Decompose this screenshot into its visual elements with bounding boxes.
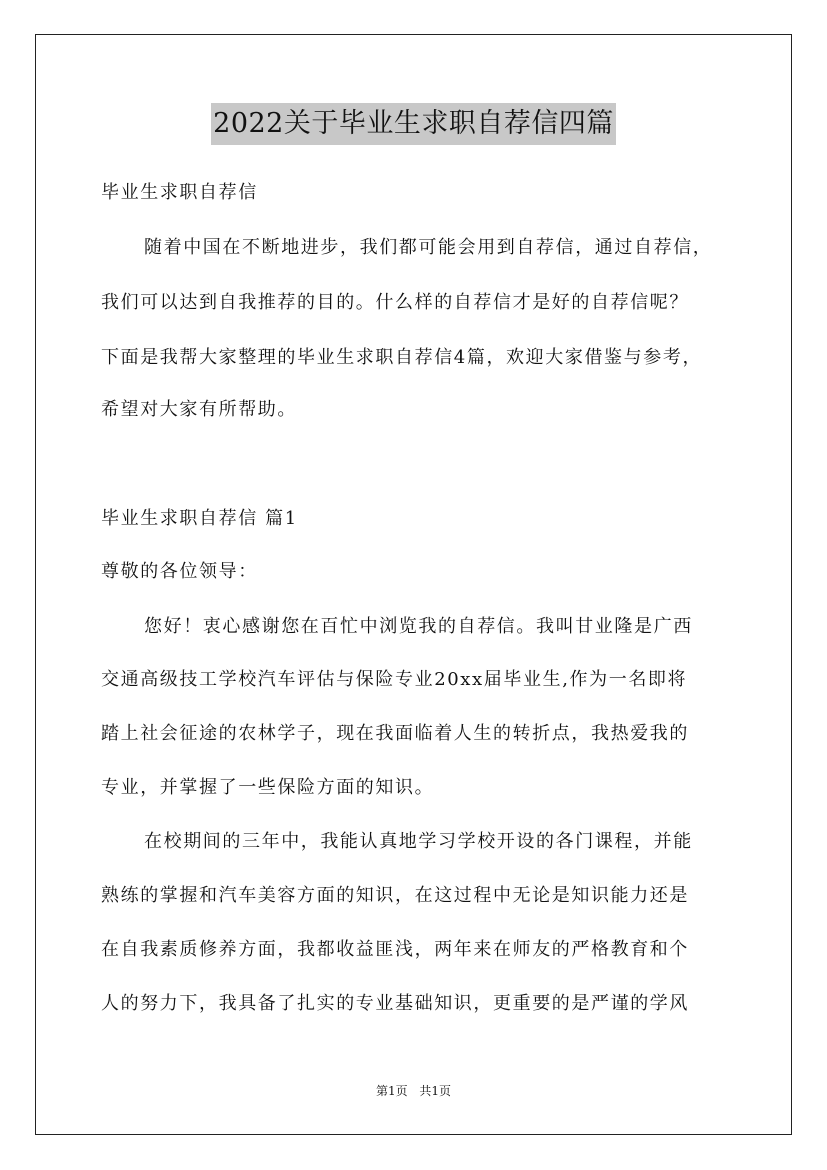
para2-line-1: 在校期间的三年中，我能认真地学习学校开设的各门课程，并能 bbox=[144, 831, 693, 852]
document-title-wrap bbox=[0, 103, 827, 145]
intro-line-1: 随着中国在不断地进步，我们都可能会用到自荐信，通过自荐信， bbox=[144, 237, 713, 258]
page-number: 第1页 bbox=[375, 1084, 408, 1098]
section-heading: 毕业生求职自荐信 bbox=[101, 182, 258, 203]
para2-line-3: 在自我素质修养方面，我都收益匪浅，两年来在师友的严格教育和个 bbox=[101, 939, 689, 960]
para1-line-4: 专业，并掌握了一些保险方面的知识。 bbox=[101, 777, 435, 798]
para1-line-1: 您好！衷心感谢您在百忙中浏览我的自荐信。我叫甘业隆是广西 bbox=[144, 616, 693, 637]
page-total: 共1页 bbox=[419, 1084, 452, 1098]
intro-line-4: 希望对大家有所帮助。 bbox=[101, 399, 297, 420]
document-title: 2022关于毕业生求职自荐信四篇 bbox=[211, 103, 616, 145]
para1-line-3: 踏上社会征途的农林学子，现在我面临着人生的转折点，我热爱我的 bbox=[101, 723, 689, 744]
para1-line-2: 交通高级技工学校汽车评估与保险专业20xx届毕业生,作为一名即将 bbox=[101, 669, 688, 690]
intro-line-2: 我们可以达到自我推荐的目的。什么样的自荐信才是好的自荐信呢？ bbox=[101, 292, 689, 313]
intro-line-3: 下面是我帮大家整理的毕业生求职自荐信4篇，欢迎大家借鉴与参考， bbox=[101, 347, 703, 368]
para2-line-4: 人的努力下，我具备了扎实的专业基础知识，更重要的是严谨的学风 bbox=[101, 993, 689, 1014]
article-heading: 毕业生求职自荐信 篇1 bbox=[101, 508, 298, 529]
salutation: 尊敬的各位领导： bbox=[101, 561, 258, 582]
page-footer bbox=[0, 1083, 827, 1099]
para2-line-2: 熟练的掌握和汽车美容方面的知识，在这过程中无论是知识能力还是 bbox=[101, 885, 689, 906]
